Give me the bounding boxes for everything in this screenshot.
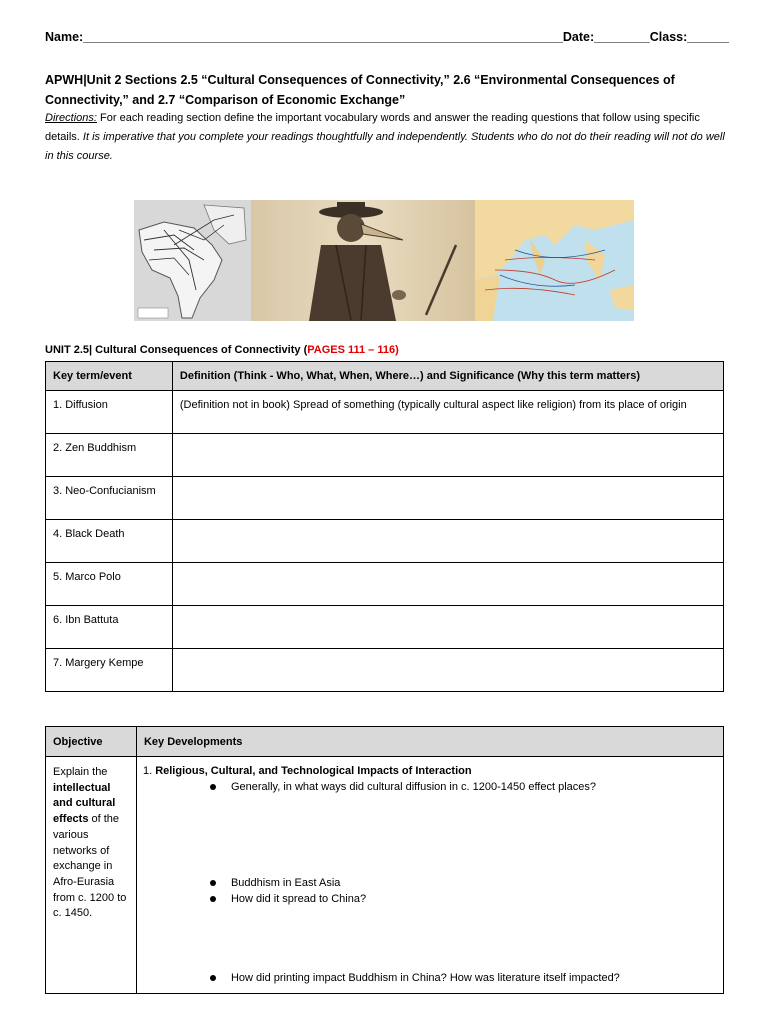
heading-text: Religious, Cultural, and Technological Impacts of Interaction (155, 765, 472, 777)
column-header: Definition (Think - Who, What, When, Where…) and Significance (Why this term matters) (172, 362, 723, 391)
indian-ocean-trade-map-image (475, 200, 634, 321)
plague-doctor-image (251, 200, 475, 321)
column-header: Key term/event (46, 362, 173, 391)
key-terms-table (45, 361, 724, 692)
definition-cell[interactable] (172, 477, 723, 520)
heading-number: 1. (142, 765, 156, 777)
definition-cell[interactable]: (Definition not in book) Spread of something (typically cultural aspect like religion) from its place of origin (172, 391, 723, 434)
table-row (46, 434, 724, 477)
bullet-icon (210, 975, 216, 981)
header-line (45, 30, 729, 44)
bullet-item (210, 781, 596, 793)
unit-label: UNIT 2.5| Cultural Consequences of Connectivity ( (45, 344, 308, 356)
table-row (46, 649, 724, 692)
bullet-item (210, 893, 366, 905)
term-cell: 6. Ibn Battuta (46, 606, 173, 649)
directions (45, 109, 725, 166)
definition-cell[interactable] (172, 649, 723, 692)
definition-cell[interactable] (172, 606, 723, 649)
term-cell: 7. Margery Kempe (46, 649, 173, 692)
table-row (46, 520, 724, 563)
directions-warning: It is imperative that you complete your readings thoughtfully and independently. Students who do not do their reading will not do well in this course. (45, 131, 725, 162)
directions-label: Directions: (45, 112, 97, 124)
developments-heading (143, 765, 472, 777)
bullet-text: Buddhism in East Asia (230, 877, 341, 889)
unit-pages: PAGES 111 – 116) (307, 344, 399, 356)
objective-text: of the various networks of exchange in Afro-Eurasia from c. 1200 to c. 1450. (53, 813, 127, 920)
document-title: APWH|Unit 2 Sections 2.5 “Cultural Consequences of Connectivity,” 2.6 “Environmental Consequences of Connectivity,” and 2.7 “Comparison of Economic Exchange” (45, 73, 675, 107)
term-cell: 4. Black Death (46, 520, 173, 563)
unit-heading (45, 344, 399, 356)
term-cell: 1. Diffusion (46, 391, 173, 434)
bullet-icon (210, 896, 216, 902)
table-row (46, 477, 724, 520)
objective-text: Explain the (53, 766, 108, 778)
table-row (46, 606, 724, 649)
name-field[interactable]: Name:_____________________________________________________________________ (45, 30, 563, 44)
bullet-text: Generally, in what ways did cultural diffusion in c. 1200-1450 effect places? (230, 781, 596, 793)
table-row (46, 757, 724, 994)
bullet-item (210, 877, 340, 889)
bullet-icon (210, 880, 216, 886)
column-header: Objective (46, 727, 137, 757)
objective-emphasis: intellectual and cultural effects (53, 781, 116, 826)
definition-cell[interactable] (172, 520, 723, 563)
table-row (46, 563, 724, 606)
term-cell: 3. Neo-Confucianism (46, 477, 173, 520)
table-header-row (46, 727, 724, 757)
table-row (46, 391, 724, 434)
definition-cell[interactable] (172, 563, 723, 606)
definition-cell[interactable] (172, 434, 723, 477)
bullet-item (210, 972, 620, 984)
objective-cell (46, 757, 137, 994)
bullet-text: How did it spread to China? (230, 893, 367, 905)
date-class-field[interactable]: Date:________Class:______ (562, 30, 729, 44)
objectives-table (45, 726, 724, 994)
table-header-row (46, 362, 724, 391)
africa-trade-map-image (134, 200, 251, 321)
term-cell: 5. Marco Polo (46, 563, 173, 606)
column-header: Key Developments (136, 727, 723, 757)
developments-cell[interactable] (136, 757, 723, 994)
header-images (134, 200, 634, 321)
term-cell: 2. Zen Buddhism (46, 434, 173, 477)
directions-text: For each reading section define the important vocabulary words and answer the reading questions that follow using specific details. (45, 112, 700, 143)
bullet-text: How did printing impact Buddhism in China? How was literature itself impacted? (230, 972, 620, 984)
bullet-icon (210, 784, 216, 790)
